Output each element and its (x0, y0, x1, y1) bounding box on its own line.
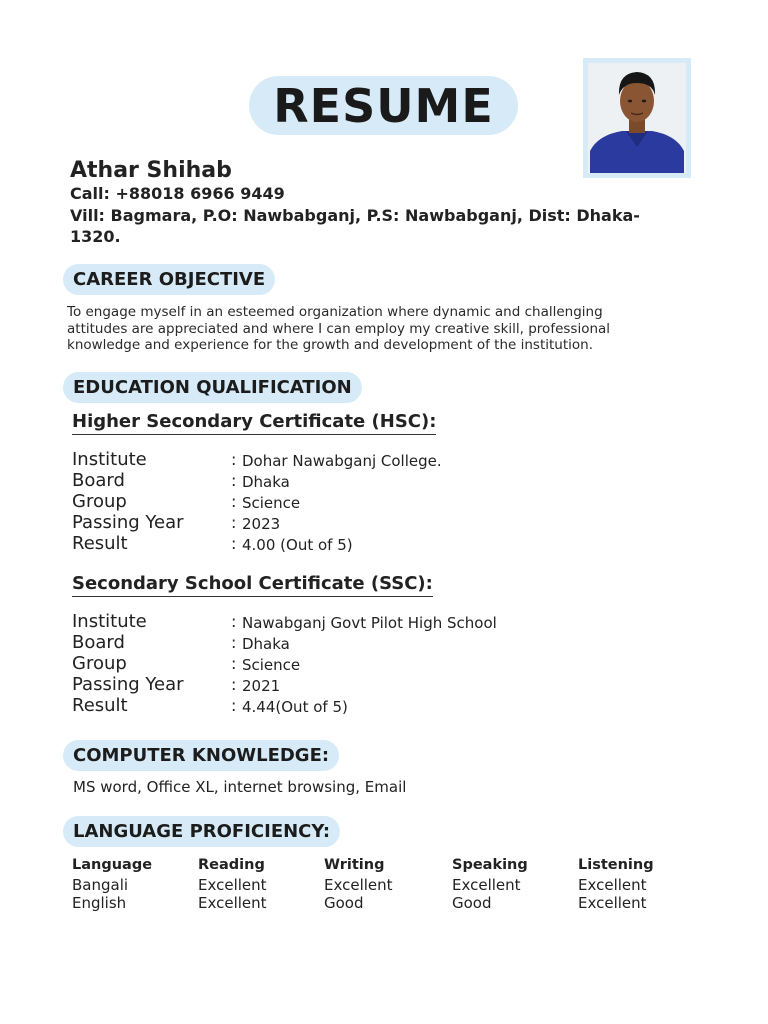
detail-colon: : (231, 633, 237, 652)
resume-title: RESUME (273, 78, 494, 133)
detail-label: Institute (72, 611, 147, 632)
column-header: Speaking (452, 857, 528, 873)
detail-value: 2021 (242, 677, 281, 695)
resume-title-badge (249, 76, 518, 135)
detail-colon: : (231, 513, 237, 532)
column-header: Language (72, 857, 153, 873)
section-title: CAREER OBJECTIVE (73, 269, 266, 290)
detail-label: Institute (72, 449, 147, 470)
column-header: Listening (578, 857, 654, 873)
language-cell: Excellent (452, 876, 521, 894)
hsc-details (72, 449, 632, 554)
profile-photo-frame (583, 58, 691, 178)
language-table-header (72, 856, 672, 876)
profile-photo (588, 63, 686, 173)
section-career-objective (63, 264, 275, 295)
detail-colon: : (231, 450, 237, 469)
detail-row (72, 674, 632, 695)
section-title: LANGUAGE PROFICIENCY: (73, 821, 331, 842)
detail-row (72, 512, 632, 533)
detail-colon: : (231, 612, 237, 631)
language-cell: Excellent (578, 876, 647, 894)
contact-address: Vill: Bagmara, P.O: Nawbabganj, P.S: Nawbabganj, Dist: Dhaka-1320. (70, 206, 640, 246)
detail-label: Passing Year (72, 512, 184, 533)
detail-row (72, 695, 632, 716)
ssc-heading: Secondary School Certificate (SSC): (72, 573, 433, 597)
language-row (72, 876, 672, 894)
detail-value: 4.44(Out of 5) (242, 698, 348, 716)
language-table (72, 856, 672, 912)
language-cell: Excellent (198, 876, 267, 894)
detail-row (72, 611, 632, 632)
language-cell: Excellent (578, 894, 647, 912)
section-title: COMPUTER KNOWLEDGE: (73, 745, 330, 766)
career-objective-text: To engage myself in an esteemed organization where dynamic and challenging attitudes are appreciated and where I can employ my creative skill, professional knowledge and experience for the growth and development of the institution. (67, 304, 611, 353)
candidate-name: Athar Shihab (70, 158, 232, 183)
detail-label: Board (72, 632, 125, 653)
section-education (63, 372, 362, 403)
detail-colon: : (231, 696, 237, 715)
detail-colon: : (231, 492, 237, 511)
section-title: EDUCATION QUALIFICATION (73, 377, 352, 398)
detail-value: Dhaka (242, 473, 290, 491)
language-row (72, 894, 672, 912)
detail-value: 2023 (242, 515, 281, 533)
detail-row (72, 491, 632, 512)
detail-row (72, 470, 632, 491)
language-cell: Excellent (324, 876, 393, 894)
language-cell: Bangali (72, 876, 129, 894)
contact-phone: Call: +88018 6966 9449 (70, 184, 285, 203)
section-language-proficiency (63, 816, 340, 847)
detail-label: Passing Year (72, 674, 184, 695)
detail-row (72, 533, 632, 554)
detail-row (72, 632, 632, 653)
detail-colon: : (231, 654, 237, 673)
column-header: Writing (324, 857, 385, 873)
detail-colon: : (231, 675, 237, 694)
detail-value: Nawabganj Govt Pilot High School (242, 614, 497, 632)
detail-row (72, 449, 632, 470)
section-computer-knowledge (63, 740, 339, 771)
hsc-heading: Higher Secondary Certificate (HSC): (72, 411, 436, 435)
detail-colon: : (231, 471, 237, 490)
detail-label: Result (72, 695, 128, 716)
detail-value: Science (242, 656, 301, 674)
detail-label: Group (72, 491, 127, 512)
detail-value: 4.00 (Out of 5) (242, 536, 353, 554)
detail-label: Group (72, 653, 127, 674)
detail-value: Dhaka (242, 635, 290, 653)
detail-value: Science (242, 494, 301, 512)
detail-colon: : (231, 534, 237, 553)
language-cell: English (72, 894, 127, 912)
language-cell: Good (324, 894, 364, 912)
computer-knowledge-text: MS word, Office XL, internet browsing, Email (73, 778, 407, 796)
detail-row (72, 653, 632, 674)
language-cell: Excellent (198, 894, 267, 912)
column-header: Reading (198, 857, 265, 873)
detail-label: Result (72, 533, 128, 554)
profile-photo-image (588, 63, 686, 173)
language-cell: Good (452, 894, 492, 912)
detail-value: Dohar Nawabganj College. (242, 452, 442, 470)
detail-label: Board (72, 470, 125, 491)
ssc-details (72, 611, 632, 716)
